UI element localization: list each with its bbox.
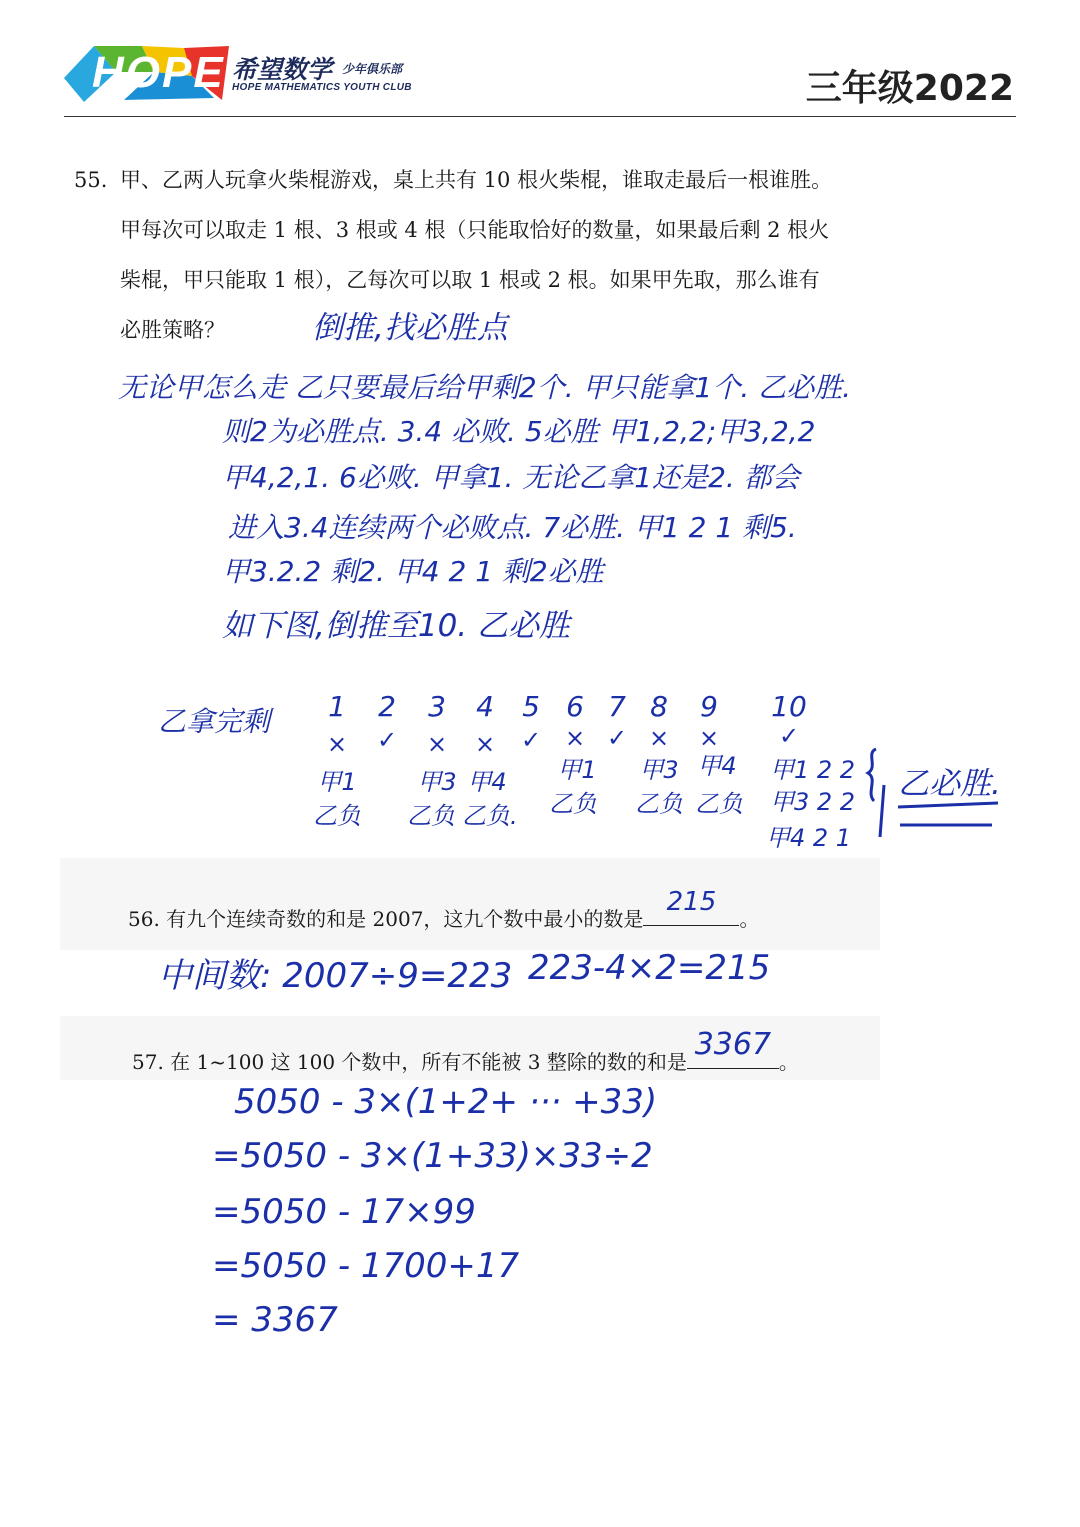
- table-note: 甲4: [697, 752, 737, 780]
- problem-number: 57.: [132, 1050, 164, 1074]
- table-mark: ✓: [376, 726, 398, 754]
- handwriting-line: =5050 - 1700+17: [212, 1246, 520, 1286]
- table-number: 10: [771, 690, 807, 723]
- handwriting-line: 223-4×2=215: [528, 948, 771, 988]
- table-number: 5: [522, 690, 540, 723]
- table-note: 甲4: [467, 768, 507, 796]
- handwriting-line: 如下图,倒推至10. 乙必胜: [222, 608, 571, 644]
- header-divider: [64, 116, 1016, 117]
- handwriting-line: 甲4,2,1. 6必败. 甲拿1. 无论乙拿1还是2. 都会: [222, 461, 800, 494]
- handwriting-line: 无论甲怎么走 乙只要最后给甲剩2个. 甲只能拿1个. 乙必胜.: [118, 371, 852, 404]
- table-mark: ✓: [778, 722, 800, 750]
- table-mark: ×: [564, 724, 586, 752]
- table-note: 乙负: [407, 802, 455, 830]
- answer-blank: [643, 887, 739, 926]
- handwriting-line: =5050 - 3×(1+33)×33÷2: [212, 1136, 653, 1176]
- table-note: 甲1 2 2: [770, 756, 856, 784]
- table-number: 6: [566, 690, 584, 723]
- problem-55-line-3: 柴棍，甲只能取 1 根），乙每次可以取 1 根或 2 根。如果甲先取，那么谁有: [120, 268, 820, 292]
- problem-55-line-1: [74, 155, 994, 205]
- problem-number: 56.: [128, 907, 160, 931]
- table-note: 甲3 2 2: [770, 788, 856, 816]
- table-number: 8: [650, 690, 668, 723]
- problem-text: 有九个连续奇数的和是 2007，这九个数中最小的数是: [166, 907, 644, 931]
- grade-title: 三年级2022: [805, 68, 1014, 109]
- table-mark: ×: [474, 730, 496, 758]
- table-note: 乙负: [549, 790, 597, 818]
- punctuation: 。: [778, 1050, 799, 1074]
- handwriting-line: 则2为必胜点. 3.4 必败. 5必胜 甲1,2,2;甲3,2,2: [222, 415, 816, 448]
- table-mark: ×: [426, 730, 448, 758]
- punctuation: 。: [739, 907, 760, 931]
- table-note: 乙负.: [462, 802, 518, 830]
- brand-name-cn-small: 少年俱乐部: [342, 62, 403, 76]
- problem-57: [132, 1027, 799, 1087]
- table-conclusion: 乙必胜.: [898, 766, 1001, 802]
- handwriting-line: 中间数: 2007÷9=223: [158, 956, 513, 996]
- table-number: 7: [608, 690, 626, 723]
- handwriting-line: 进入3.4连续两个必败点. 7必胜. 甲1 2 1 剩5.: [228, 511, 797, 544]
- table-mark: ×: [326, 730, 348, 758]
- handwritten-answer: 215: [666, 887, 717, 917]
- handwriting-note: 倒推,找必胜点: [312, 310, 508, 346]
- table-note: 甲3: [639, 756, 679, 784]
- problem-number: 55.: [74, 168, 108, 192]
- brand-name-cn: 希望数学: [232, 55, 333, 84]
- logo-text: HOPE: [92, 48, 225, 97]
- table-mark: ✓: [606, 724, 628, 752]
- table-row-label: 乙拿完剩: [158, 705, 271, 738]
- table-note: 甲4 2 1: [766, 824, 852, 852]
- table-mark: ×: [648, 724, 670, 752]
- table-note: 甲1: [317, 768, 357, 796]
- table-number: 1: [328, 690, 346, 723]
- table-note: 甲3: [417, 768, 457, 796]
- handwriting-line: = 3367: [212, 1300, 338, 1340]
- problem-text: 甲、乙两人玩拿火柴棍游戏，桌上共有 10 根火柴棍，谁取走最后一根谁胜。: [120, 168, 833, 192]
- table-note: 甲1: [557, 756, 597, 784]
- brand-name-en: HOPE MATHEMATICS YOUTH CLUB: [232, 82, 412, 93]
- table-mark: ✓: [520, 726, 542, 754]
- problem-56: [128, 887, 760, 944]
- handwriting-line: =5050 - 17×99: [212, 1192, 476, 1232]
- handwritten-answer: 3367: [694, 1027, 772, 1062]
- answer-blank: [687, 1027, 779, 1069]
- handwritten-table: [312, 690, 856, 860]
- problem-55-line-4: 必胜策略？: [120, 318, 225, 342]
- table-number: 2: [378, 690, 396, 723]
- table-mark: ×: [698, 724, 720, 752]
- problem-55: [74, 155, 994, 355]
- table-number: 9: [700, 690, 718, 723]
- table-note: 乙负: [695, 790, 743, 818]
- table-note: 乙负: [635, 790, 683, 818]
- handwriting-line: 甲3.2.2 剩2. 甲4 2 1 剩2必胜: [222, 555, 604, 588]
- table-number: 3: [428, 690, 446, 723]
- problem-55-line-2: 甲每次可以取走 1 根、3 根或 4 根（只能取恰好的数量，如果最后剩 2 根火: [120, 218, 830, 242]
- problem-text: 在 1~100 这 100 个数中，所有不能被 3 整除的数的和是: [170, 1050, 687, 1074]
- handwriting-line: 5050 - 3×(1+2+ ··· +33): [234, 1082, 658, 1122]
- table-number: 4: [476, 690, 494, 723]
- table-note: 乙负: [313, 802, 361, 830]
